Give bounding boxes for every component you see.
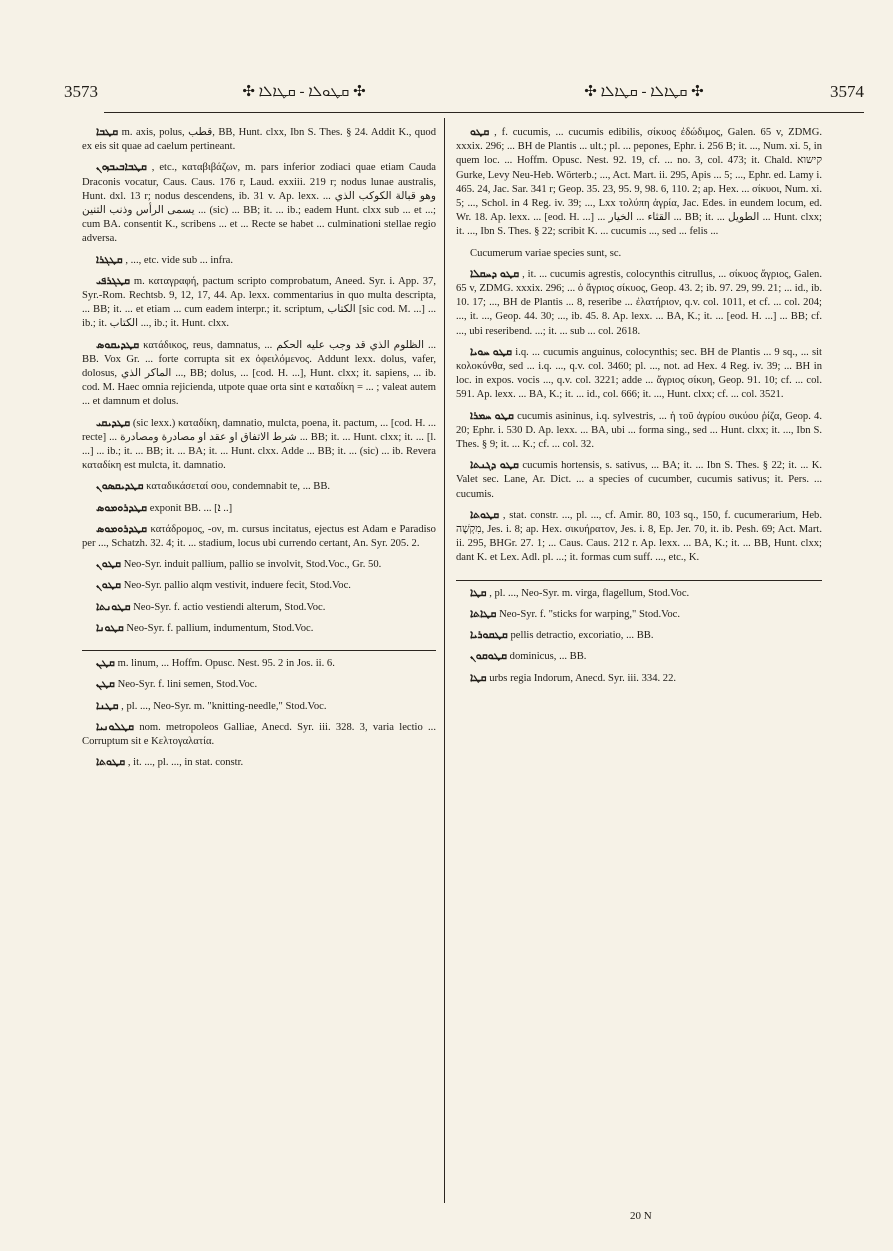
entry-headword: ܩܛܘ ܚܘܝܐ [470,346,513,358]
dictionary-entry [82,480,436,494]
dictionary-entry [456,410,822,453]
entry-text: , it. ..., pl. ..., in stat. constr. [127,757,244,769]
dictionary-entry [82,126,436,154]
entry-headword: ܩܛܒܐܒܝܒܙܘܢ [96,162,147,174]
dictionary-entry [82,622,436,636]
entry-headword: ܩܛܕܪܘܡܘܣ [96,502,148,514]
entry-headword: ܩܛܘܢܬܐ [96,601,131,613]
entry-text: , f. cucumis, ... cucumis edibilis, σίκυος ἐδώδιμος, Galen. 65 v, ZDMG. xxxix. 296; ... BH de Plantis ... ult.; pl. ... pepones, Ephr. i. 256 B; it. ..., Num. xi. 5, in quem loc. ... Hoffm. Opusc. Nest. 92. 19, cf. ... no. 3, col. 473; it. Chald. קישוא Gurke, Levy Neu-Heb. Wörterb.; ..., Act. Mart. ii. 295, Apis ... 5; ..., Ephr. ed. Lamy i. 465. 24, Jac. Sar. 341 r; Geop. 35. 23, 95. 9, 98. 6, 110. 2; ap. Hex. ... σίκυοι, Num. xi. 5; ..., Schol. in 4 Reg. iv. 39; ..., Lxx τολύπη ἀγρία, Jac. Edes. in eundem locum, ed. Wr. 18. Ap. lexx. ... [eod. H. ...] ... القثاء ... الخيار ... BB; it. ... الطويل ... Hunt. clxx; it. ..., Ibn S. Thes. § 22; scribit K. ... cucumis ..., sed ... felis ... [456,127,822,238]
dictionary-entry [82,523,436,551]
entry-text: exponit BB. ... [ܐ ..] [149,502,233,514]
dictionary-entry [456,580,822,601]
entry-headword: ܩܛܘܬܐ [96,757,126,769]
entry-text: m. linum, ... Hoffm. Opusc. Nest. 95. 2 in Jos. ii. 6. [117,658,335,670]
entry-text: , etc., καταβιβάζων, m. pars inferior zodiaci quae etiam Cauda Draconis vocatur, Caus. Caus. 176 r, Laud. exxiii. 219 r; nodus lunae australis, Hunt. dxl. 13 r; nodus descendens, ib. 31 v. Ap. lexx. ... وهو قبالة الكوكب الذي يسمى الرأس وذنب التنين ... (sic) ... BB; it. ... ib.; eadem Hunt. clxx sub ... et ...; cum BA. consentit K., scribens ... et ... Recte se habet ... culminationi stellae regio adversa. [82,162,436,245]
entry-text: Neo-Syr. f. "sticks for warping," Stod.Voc. [499,608,681,620]
entry-text: urbs regia Indorum, Anecd. Syr. iii. 334. 22. [489,672,677,684]
entry-text: dominicus, ... BB. [509,651,587,663]
entry-headword: ܩܛܐ [470,587,487,599]
dictionary-entry [456,629,822,643]
entry-headword: ܩܛܠܘܢܝܐ [96,721,135,733]
dictionary-entry [82,678,436,692]
page-header [64,82,864,108]
entry-text: , pl. ..., Neo-Syr. m. "knitting-needle," Stod.Voc. [121,700,327,712]
entry-headword: ܩܛܘܢܐ [96,622,124,634]
entry-text: m. axis, polus, قطب, BB, Hunt. clxx, Ibn S. Thes. § 24. Addit K., quod ex eis sit quae ad caelum pertineant. [82,127,436,153]
dictionary-entry [82,650,436,671]
entry-text: κατάδικος, reus, damnatus, ... الظلوم الذي قد وجب عليه الحكم ... BB. Vox Gr. ... forte corrupta sit ex ὀφειλόμενος. Addunt lexx. dolus, vafer, dolosus, الماكر الذي ..., BB; dolus, ... [cod. H. ...], Hunt. clxx; it. sapiens, ... ib. cod. M. Haec omnia rejicienda, utpote quae orta sint e καταδίκη = ... ; valeat autem ... et damnum et dolus. [82,339,436,408]
entry-text: Neo-Syr. f. actio vestiendi alterum, Stod.Voc. [133,601,326,613]
signature-mark: 20 N [630,1210,652,1222]
entry-headword: ܩܛܕܝܩܘܣ [96,339,140,351]
dictionary-entry [82,417,436,474]
entry-text: cucumis asininus, i.q. sylvestris, ... ἡ τοῦ ἀγρίου σικύου ῥίζα, Geop. 4. 20; Ephr. i. 530 D. Ap. lexx. ... BA, ubi ... forma sing., sed ... Hunt. clxx; it. ..., Ibn S. Thes. § 9; it. ... K.; cf. ... col. 32. [456,410,822,451]
dictionary-entry [456,126,822,240]
entry-text: Neo-Syr. pallio alqm vestivit, induere fecit, Stod.Voc. [123,580,351,592]
page-number-right: 3574 [830,82,864,101]
entry-headword: ܩܛܘܬܐ [470,509,500,521]
entry-headword: ܩܛܘ [470,127,490,138]
entry-headword: ܩܛܩܘܪܝܐ [470,630,508,642]
dictionary-entry [82,721,436,749]
entry-headword: ܩܛܐܬܐ [470,608,497,620]
entry-headword: ܩܛܕܪܘܡܘܣ [96,523,148,535]
entry-text: κατάδρομος, -ον, m. cursus incitatus, ejectus est Adam e Paradiso per ..., Schatzh. 32. 4; it. ... stadium, locus ubi currendo certant, An. Syr. 205. 2. [82,523,436,550]
dictionary-entry [82,601,436,615]
entry-headword: ܩܛܘ ܚܡܪܐ [470,410,514,422]
entry-text: , ..., etc. vide sub ... infra. [125,254,234,266]
header-rule [104,112,864,113]
entry-text: καταδικάσεταί σου, condemnabit te, ... BB. [146,481,331,493]
entry-text: , pl. ..., Neo-Syr. m. virga, flagellum, Stod.Voc. [489,587,690,599]
entry-headword: ܩܛܢ [96,679,115,691]
dictionary-entry [456,672,822,686]
entry-headword: ܩܛܓܪܐ [96,254,123,266]
left-column [82,126,436,1206]
running-title-right: ✣ ܩܛܐܠܐ - ܩܛܐܠܐ ✣ [584,84,704,100]
entry-headword: ܩܛܘ ܕܓܢܬܐ [470,460,519,472]
dictionary-entry [456,509,822,566]
entry-headword: ܩܛܘܢ [96,580,122,592]
dictionary-entry [82,275,436,332]
entry-text: pellis detractio, excoriatio, ... BB. [510,630,654,642]
dictionary-entry [456,268,822,339]
dictionary-entry [82,756,436,770]
entry-text: , stat. constr. ..., pl. ..., cf. Amir. 80, 103 sq., 150, f. cucumerarium, Heb. מִקְשָׁה, Jes. i. 8; ap. Hex. σικυήρατον, Jes. i. 8, Ep. Jer. 70, it. ib. Pesh. 69; Act. Mart. ii. 295, BHGr. 27. 1; ... Caus. Caus. 212 r. Ap. lexx. ... BA, K.; it. ... BB, Hunt. clxx; dant K. et Lex. Adl. pl. ...; it. formas cum suff. ..., etc., K. [456,509,822,564]
dictionary-entry [456,650,822,664]
entry-text: , it. ... cucumis agrestis, colocynthis citrullus, ... σίκυος ἄγριος, Galen. 65 v, ZDMG. xxxix. 296; ... ὁ ἄγριος σίκυος, Geop. 43. 2; ib. 97. 29, 99. 21; ... id., ib. 10. 17; ..., BH de Plantis ... 8, reseribe ... ἐλατήριον, q.v. col. 1011, et cf. ... col. 204; ..., it. ..., Geop. 44. 30; ..., ib. 45. 8. Ap. lexx. ... BA, K.; it. ... [eod. H. ...] ... BB; cf. ..., ubi reseribend. ...; it. ... sub ... col. 2618. [456,268,822,337]
entry-text: nom. metropoleos Galliae, Anecd. Syr. iii. 328. 3, varia lectio ... Corruptum sit e Κελτογαλατία. [82,721,436,747]
entry-headword: ܩܛܢ [96,658,115,670]
entry-text: Neo-Syr. f. lini semen, Stod.Voc. [117,679,258,691]
entry-headword: ܩܛܘ ܕܚܩܠܐ [470,268,520,280]
entry-headword: ܩܛܓܪܦܝ [96,275,131,287]
entry-headword: ܩܛܘܢ [96,559,122,571]
entry-headword: ܩܛܐ [470,672,487,684]
dictionary-entry [82,339,436,410]
entry-text: Neo-Syr. f. pallium, indumentum, Stod.Voc. [126,622,314,634]
entry-headword: ܩܛܕܝܩܣܘܢ [96,481,144,493]
dictionary-entry [82,161,436,246]
right-column [456,126,822,1206]
dictionary-entry [456,346,822,403]
entry-headword: ܩܛܒܐ [96,127,119,138]
entry-text: (sic lexx.) καταδίκη, damnatio, mulcta, poena, it. pactum, ... [cod. H. ... recte] ... شرط الاتفاق او عقد او مصادرة ومصادرة ... BB; it. ... Hunt. clxx; it. ... [l. ...] ... ib.; it. ... BB; it. ... BA; it. ... Hunt. clxx. Adde ... BB; it. ... (sic) ... ib. Revera καταδίκη est mulcta, it. damnatio. [82,417,436,472]
page-number-left: 3573 [64,82,98,101]
column-divider [444,118,445,1203]
entry-headword: ܩܛܢܐ [96,700,119,712]
dictionary-entry [456,247,822,261]
running-title-left: ✣ ܩܛܘܠܐ - ܩܛܐܠܐ ✣ [242,84,366,100]
dictionary-entry [82,700,436,714]
dictionary-entry [456,459,822,502]
dictionary-entry [82,558,436,572]
entry-text: Cucumerum variae species sunt, sc. [470,247,622,259]
dictionary-entry [82,502,436,516]
dictionary-entry [82,579,436,593]
entry-text: cucumis hortensis, s. sativus, ... BA; it. ... Ibn S. Thes. § 22; it. ... K. Valet sec. Lane, Ar. Dict. ... a species of cucumber, cucumis sativus; it. Pers. ... cucumis. [456,460,822,500]
entry-text: i.q. ... cucumis anguinus, colocynthis; sec. BH de Plantis ... 9 sq., ... sit κολοκύνθα, sed ... i.q. ..., q.v. col. 3460; pl. ..., not. ad Hex. 4 Reg. iv. 39; ... BH in loc. in expos. vocis ..., q.v. col. 3221; adde ... ἄγριος σίκυη, Geop. 91. 10; cf. ... col. 591. Ap. lexx. ... BA, K.; it. ... id., col. 666; it. ..., Hunt. clxx; cf. ... col. 3521. [456,346,822,401]
dictionary-entry [82,254,436,268]
dictionary-entry [456,608,822,622]
entry-headword: ܩܛܘܩܘܢ [470,651,507,663]
entry-headword: ܩܛܕܝܩܝ [96,417,131,429]
entry-text: m. καταγραφή, pactum scripto comprobatum, Aneed. Syr. i. App. 37, Syr.-Rom. Rechtsb. 9, 12, 17, 44. Ap. lexx. commentarius in quo multa descripta, ... BB; it. ... et etiam ... cum eadem interpr.; it. scriptum, الكتاب [sic cod. M. ...] ... ib.; it. الكتاب ..., ib.; it. Hunt. clxx. [82,275,436,330]
entry-text: Neo-Syr. induit pallium, pallio se involvit, Stod.Voc., Gr. 50. [123,559,382,571]
